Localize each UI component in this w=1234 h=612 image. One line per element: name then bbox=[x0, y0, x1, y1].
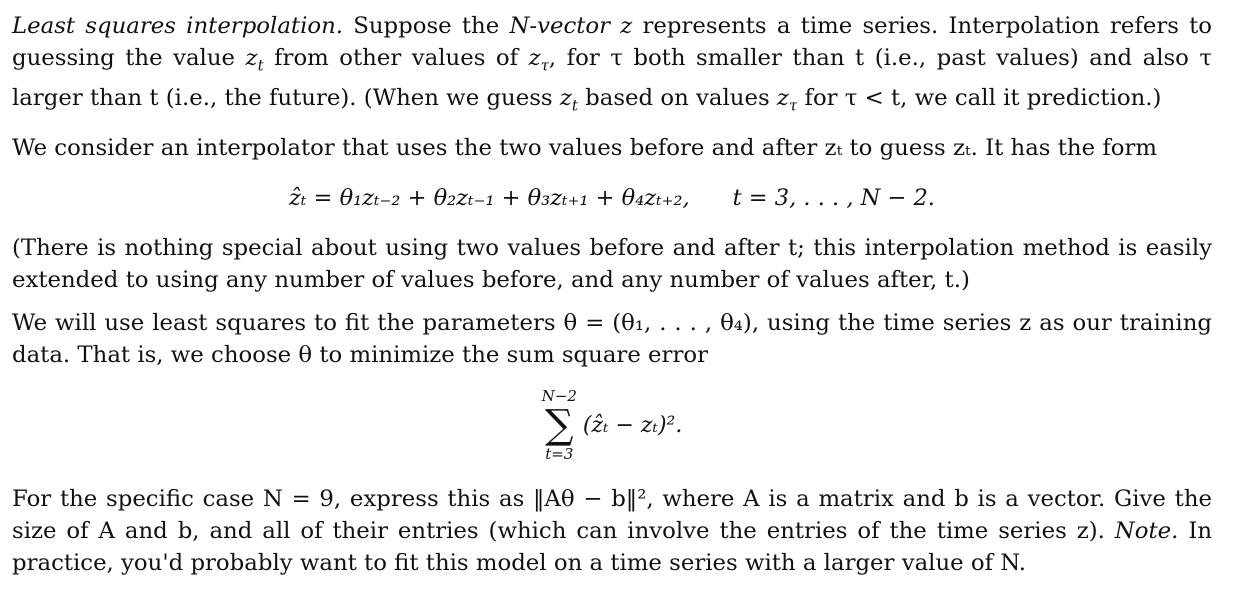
note-label: Note. bbox=[1114, 518, 1179, 545]
equation-range: t = 3, . . . , N − 2. bbox=[732, 185, 935, 212]
sum-square-error-equation bbox=[12, 387, 1212, 463]
sum-lower-limit: t=3 bbox=[545, 445, 574, 464]
z-t-symbol-2: $z_t$ bbox=[559, 84, 578, 115]
paragraph-task bbox=[12, 483, 1212, 579]
z-tau-symbol: $z_\tau$ bbox=[528, 45, 549, 75]
z-tau-symbol-2: $z_\tau$ bbox=[776, 84, 798, 115]
intro-text-e: based on values bbox=[585, 84, 770, 111]
paragraph-remark: (There is nothing special about using two values before and after t; this interpolation method is easily extended to using any number of values before, and any number of values after, t.) bbox=[12, 235, 1212, 294]
intro-text-c: from other values of bbox=[274, 45, 519, 71]
task-text-a: For the specific case N = 9, express this as ‖Aθ − b‖², where A is a matrix and b is a vector. Give the size of A and b, and all of their entries (which can involve the entries of the time series z). bbox=[12, 486, 1212, 545]
paragraph-least-squares: We will use least squares to fit the parameters θ = (θ₁, . . . , θ₄), using the time series z as our training data. That is, we choose θ to minimize the sum square error bbox=[12, 310, 1212, 369]
sigma-symbol: ∑ bbox=[545, 402, 574, 449]
paragraph-interpolator: We consider an interpolator that uses the two values before and after zₜ to guess zₜ. It has the form bbox=[12, 135, 1157, 162]
z-symbol: z bbox=[620, 13, 633, 39]
sum-upper-limit: N−2 bbox=[541, 387, 577, 406]
intro-text-d: , for τ both smaller than t (i.e., past values) and also τ larger than t (i.e., the future). (When we guess bbox=[12, 45, 1213, 111]
paragraph-intro bbox=[12, 10, 1212, 121]
sum-body: (ẑₜ − zₜ)². bbox=[582, 412, 683, 438]
summation bbox=[542, 387, 577, 463]
task-text-b: In practice, you'd probably want to fit this model on a time series with a larger value of N. bbox=[12, 518, 1212, 577]
n-vector-label: N-vector bbox=[509, 13, 611, 39]
intro-text-b: represents a time series. Interpolation refers to guessing the value bbox=[12, 13, 1213, 71]
problem-title: Least squares interpolation. bbox=[12, 13, 344, 39]
intro-text-a: Suppose the bbox=[353, 13, 500, 39]
intro-text-f: for τ < t, we call it prediction.) bbox=[804, 84, 1162, 111]
interpolator-equation bbox=[12, 182, 1212, 214]
problem-text bbox=[12, 10, 1212, 590]
equation-lhs: ẑₜ = θ₁zₜ₋₂ + θ₂zₜ₋₁ + θ₃zₜ₊₁ + θ₄zₜ₊₂, bbox=[289, 185, 690, 212]
z-t-symbol: $z_t$ bbox=[245, 45, 264, 75]
